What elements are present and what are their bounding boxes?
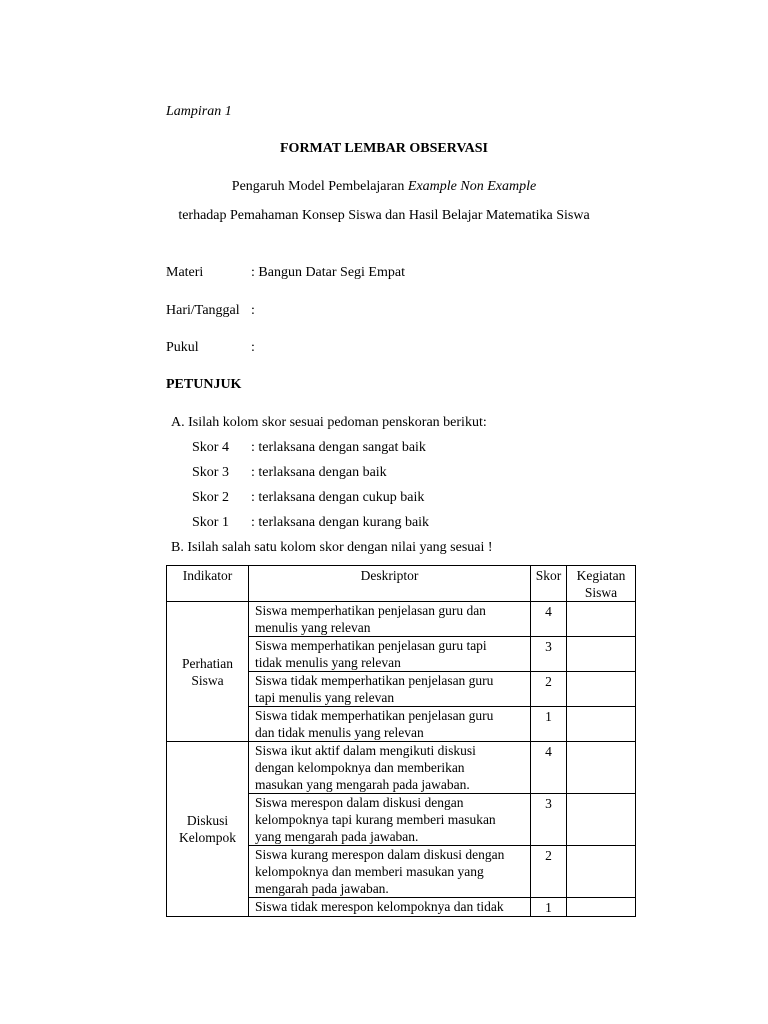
- header-deskriptor: Deskriptor: [249, 566, 531, 602]
- kegiatan-siswa-cell[interactable]: [567, 898, 636, 917]
- kegiatan-siswa-cell[interactable]: [567, 846, 636, 898]
- indikator-perhatian-siswa: [167, 602, 249, 742]
- table-row: [167, 742, 636, 794]
- descriptor-cell: [249, 898, 531, 917]
- descriptor-line: mengarah pada jawaban.: [255, 881, 389, 896]
- kegiatan-siswa-cell[interactable]: [567, 742, 636, 794]
- descriptor-cell: [249, 742, 531, 794]
- table-header-row: [167, 566, 636, 602]
- skor-cell: 3: [531, 794, 567, 846]
- descriptor-line: Siswa tidak merespon kelompoknya dan tidak: [255, 899, 504, 914]
- descriptor-line: Siswa ikut aktif dalam mengikuti diskusi: [255, 743, 476, 758]
- descriptor-line: Siswa tidak memperhatikan penjelasan guru: [255, 708, 494, 723]
- skor-cell: 1: [531, 707, 567, 742]
- header-kegiatan-line-2: Siswa: [584, 585, 618, 600]
- descriptor-cell: [249, 794, 531, 846]
- info-value-pukul: :: [251, 340, 255, 355]
- skor-cell: 2: [531, 672, 567, 707]
- descriptor-line: kelompoknya tapi kurang memberi masukan: [255, 812, 496, 827]
- descriptor-cell: [249, 846, 531, 898]
- indikator-line-1: Diskusi: [186, 813, 229, 828]
- skor-guide-desc: : terlaksana dengan cukup baik: [251, 490, 425, 505]
- indikator-line-1: Perhatian: [182, 655, 233, 671]
- skor-cell: 1: [531, 898, 567, 917]
- kegiatan-siswa-cell[interactable]: [567, 602, 636, 637]
- descriptor-line: dengan kelompoknya dan memberikan: [255, 760, 465, 775]
- descriptor-cell: [249, 602, 531, 637]
- instruction-b: B. Isilah salah satu kolom skor dengan nilai yang sesuai !: [171, 540, 493, 555]
- skor-cell: 4: [531, 742, 567, 794]
- descriptor-line: kelompoknya dan memberi masukan yang: [255, 864, 484, 879]
- header-skor: Skor: [531, 566, 567, 602]
- descriptor-line: masukan yang mengarah pada jawaban.: [255, 777, 470, 792]
- descriptor-line: Siswa merespon dalam diskusi dengan: [255, 795, 464, 810]
- descriptor-cell: [249, 707, 531, 742]
- subtitle-line-2: terhadap Pemahaman Konsep Siswa dan Hasil Belajar Matematika Siswa: [178, 208, 590, 223]
- descriptor-line: menulis yang relevan: [255, 620, 371, 635]
- info-value-hari-tanggal: :: [251, 303, 255, 318]
- info-label-materi: Materi: [166, 265, 204, 280]
- descriptor-line: Siswa tidak memperhatikan penjelasan guru: [255, 673, 494, 688]
- skor-cell: 3: [531, 637, 567, 672]
- skor-guide-label: Skor 3: [192, 465, 229, 480]
- skor-guide-label: Skor 2: [192, 490, 229, 505]
- subtitle-line-1: [0, 179, 768, 195]
- header-indikator: Indikator: [167, 566, 249, 602]
- info-label-hari-tanggal: Hari/Tanggal: [166, 303, 240, 318]
- skor-cell: 2: [531, 846, 567, 898]
- header-kegiatan-siswa: [567, 566, 636, 602]
- skor-guide-desc: : terlaksana dengan baik: [251, 465, 387, 480]
- descriptor-line: tidak menulis yang relevan: [255, 655, 401, 670]
- skor-guide-desc: : terlaksana dengan sangat baik: [251, 440, 426, 455]
- observation-table: [166, 565, 636, 917]
- kegiatan-siswa-cell[interactable]: [567, 672, 636, 707]
- indikator-diskusi-kelompok: [167, 742, 249, 917]
- descriptor-line: dan tidak menulis yang relevan: [255, 725, 424, 740]
- skor-guide-label: Skor 4: [192, 440, 229, 455]
- skor-guide-label: Skor 1: [192, 515, 229, 530]
- descriptor-line: Siswa kurang merespon dalam diskusi dengan: [255, 847, 505, 862]
- info-label-pukul: Pukul: [166, 340, 199, 355]
- subtitle-prefix: Pengaruh Model Pembelajaran: [231, 179, 408, 194]
- descriptor-line: yang mengarah pada jawaban.: [255, 829, 419, 844]
- lampiran-label: Lampiran 1: [166, 104, 232, 119]
- info-value-materi: : Bangun Datar Segi Empat: [251, 265, 405, 280]
- kegiatan-siswa-cell[interactable]: [567, 637, 636, 672]
- subtitle-method: Example Non Example: [407, 179, 537, 194]
- indikator-line-2: Kelompok: [179, 830, 236, 845]
- skor-cell: 4: [531, 602, 567, 637]
- descriptor-line: Siswa memperhatikan penjelasan guru tapi: [255, 638, 487, 653]
- skor-guide-desc: : terlaksana dengan kurang baik: [251, 515, 430, 530]
- kegiatan-siswa-cell[interactable]: [567, 707, 636, 742]
- kegiatan-siswa-cell[interactable]: [567, 794, 636, 846]
- indikator-line-2: Siswa: [191, 672, 224, 688]
- header-kegiatan-line-1: Kegiatan: [576, 568, 626, 583]
- descriptor-line: Siswa memperhatikan penjelasan guru dan: [255, 603, 486, 618]
- descriptor-cell: [249, 672, 531, 707]
- table-row: [167, 602, 636, 637]
- descriptor-line: tapi menulis yang relevan: [255, 690, 395, 705]
- instruction-a: A. Isilah kolom skor sesuai pedoman penskoran berikut:: [171, 415, 487, 430]
- petunjuk-heading: PETUNJUK: [166, 377, 242, 392]
- document-title: FORMAT LEMBAR OBSERVASI: [280, 141, 488, 156]
- descriptor-cell: [249, 637, 531, 672]
